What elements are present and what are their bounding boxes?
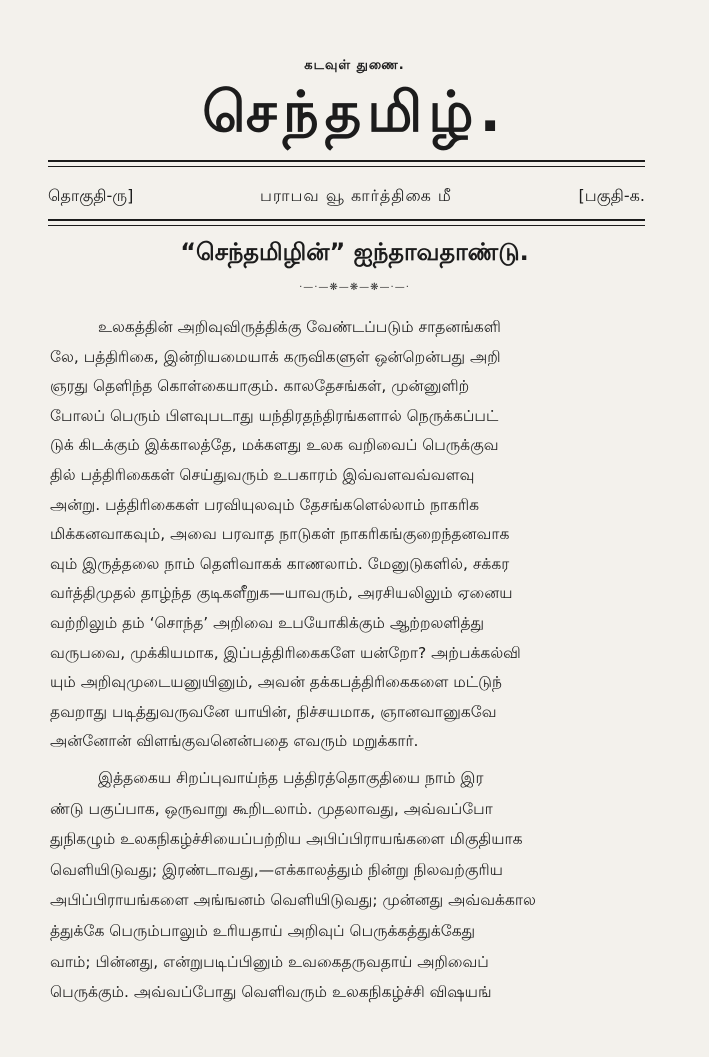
text-line: வும் இருத்தலை நாம் தெளிவாகக் காணலாம். மேனுடுகளில், சக்கர: [50, 554, 510, 573]
text-line: அன்னோன் விளங்குவனென்பதை எவரும் மறுக்கார்.: [50, 732, 419, 751]
text-line: வர்த்திமுதல் தாழ்ந்த குடிகளீறுக—யாவரும், அரசியலிலும் ஏனைய: [50, 584, 513, 603]
masthead-title: செந்தமிழ்.: [202, 80, 507, 145]
issue-date: பராபவ வூ கார்த்திகை மீ: [259, 185, 452, 205]
article-title: “செந்தமிழின்” ஐந்தாவதாண்டு.: [180, 238, 529, 266]
text-line: அபிப்பிராயங்களை அங்ஙனம் வெளியிடுவது; முன்னது அவ்வக்கால: [50, 891, 536, 910]
bottom-double-rule: [48, 219, 645, 221]
text-line: ண்டு பகுப்பாக, ஒருவாறு கூறிடலாம். முதலாவது, அவ்வப்போ: [50, 799, 493, 818]
part-label: [பகுதி-க.: [578, 185, 645, 205]
text-line: வருபவை, முக்கியமாக, இப்பத்திரிகைகளே யன்றோ? அற்பக்கல்வி: [50, 643, 521, 662]
text-line: த்துக்கே பெரும்பாலும் உரியதாய் அறிவுப் பெருக்கத்துக்கேது: [50, 922, 476, 940]
text-line: தில் பத்திரிகைகள் செய்துவரும் உபகாரம் இவ்வளவவ்வளவு: [50, 466, 475, 484]
text-line: இத்தகைய சிறப்புவாய்ந்த பத்திரத்தொகுதியை நாம் இர: [98, 769, 484, 787]
volume-label: தொகுதி-ரு]: [48, 185, 134, 205]
text-line: உலகத்தின் அறிவுவிருத்திக்கு வேண்டப்படும் சாதனங்களி: [98, 318, 501, 336]
text-line: வற்றிலும் தம் ‘சொந்த’ அறிவை உபயோகிக்கும் ஆற்றலளித்து: [50, 614, 485, 632]
text-line: துநிகழும் உலகநிகழ்ச்சியைப்பற்றிய அபிப்பிராயங்களை மிகுதியாக: [50, 830, 523, 849]
ornament-divider: ·—·—❋—❋—❋—·—·: [299, 282, 410, 293]
text-line: அன்று. பத்திரிகைகள் பரவியுலவும் தேசங்களெல்லாம் நாகரிக: [50, 495, 480, 514]
text-line: யும் அறிவுமுடையனுயினும், அவன் தக்கபத்திரிகைகளை மட்டுந்: [50, 673, 502, 692]
text-line: டுக் கிடக்கும் இக்காலத்தே, மக்களது உலக வறிவைப் பெருக்குவ: [50, 436, 499, 455]
text-line: லே, பத்திரிகை, இன்றியமையாக் கருவிகளுள் ஒன்றென்பது அறி: [50, 347, 501, 366]
bottom-thin-rule: [48, 225, 645, 226]
text-line: போலப் பெரும் பிளவுபடாது யந்திரதந்திரங்களால் நெருக்கப்பட்: [50, 406, 499, 425]
invocation-line: கடவுள் துணை.: [304, 58, 405, 73]
top-double-rule: [48, 160, 645, 162]
text-line: வெளியிடுவது; இரண்டாவது,—எக்காலத்தும் நின்று நிலவற்குரிய: [50, 860, 503, 879]
text-line: தவறாது படித்துவருவனே யாயின், நிச்சயமாக, ஞானவானுகவே: [50, 702, 497, 721]
issue-info-bar: [48, 178, 645, 214]
text-line: பெருக்கும். அவ்வப்போது வெளிவரும் உலகநிகழ்ச்சி விஷயங்: [50, 983, 492, 1002]
text-line: ஞரது தெளிந்த கொள்கையாகும். காலதேசங்கள், முன்னுளிற்: [50, 377, 470, 396]
text-line: வாம்; பின்னது, என்றுபடிப்பினும் உவகைதருவதாய் அறிவைப்: [50, 952, 489, 971]
text-line: மிக்கனவாகவும், அவை பரவாத நாடுகள் நாகரிகங்குறைந்தனவாக: [50, 525, 510, 544]
top-thin-rule: [48, 166, 645, 167]
